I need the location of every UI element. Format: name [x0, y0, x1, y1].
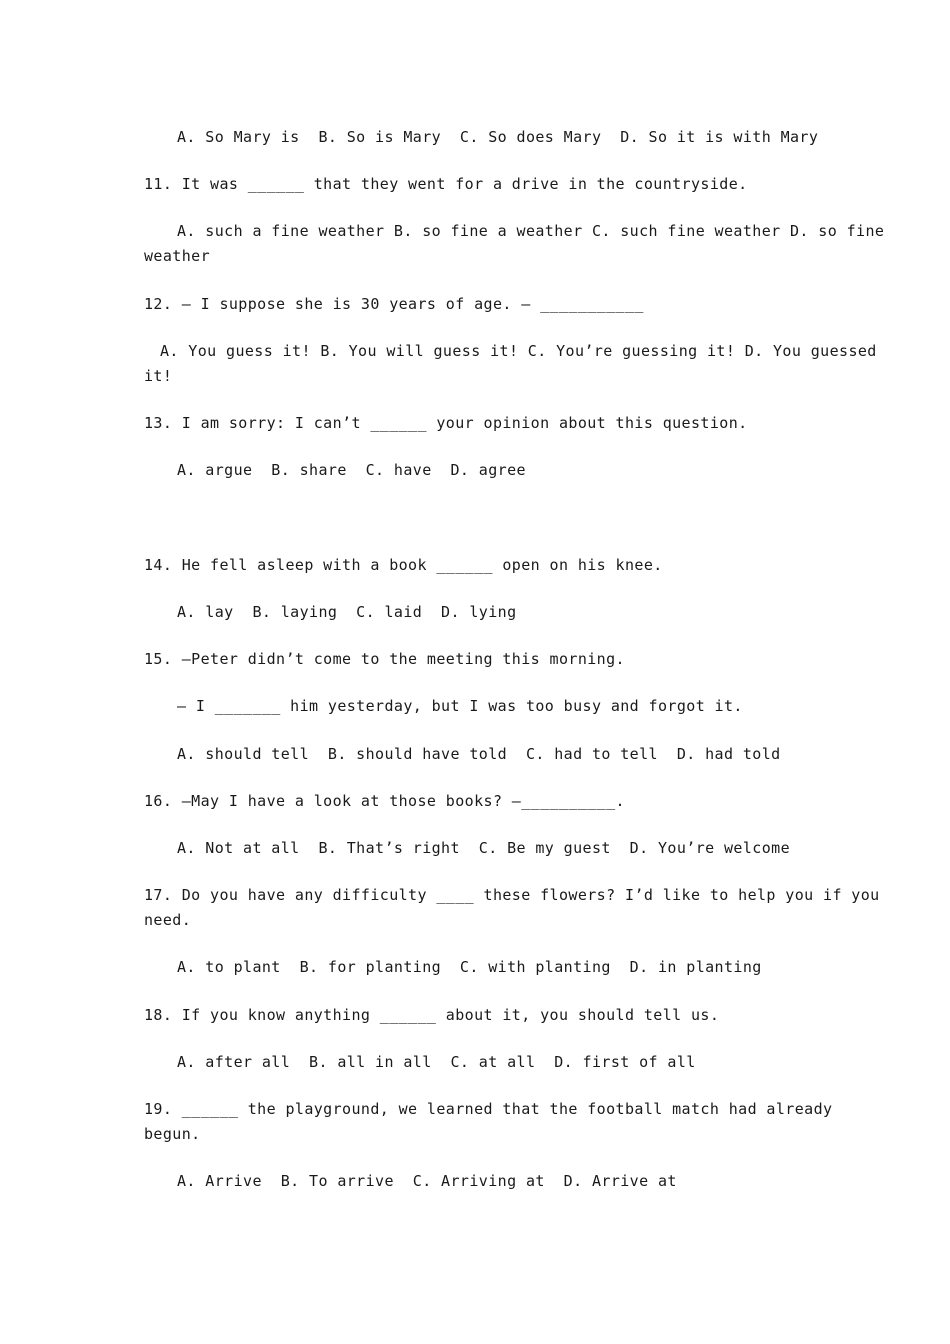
- q19-question-continued: begun.: [144, 1125, 201, 1143]
- q12-options: A. You guess it! B. You will guess it! C. You’re guessing it! D. You guessed: [160, 342, 877, 360]
- q12-options-continued: it!: [144, 367, 173, 385]
- q15-options: A. should tell B. should have told C. had to tell D. had told: [177, 745, 781, 763]
- q17-question: 17. Do you have any difficulty ____ these flowers? I’d like to help you if you: [144, 886, 880, 904]
- q14-options: A. lay B. laying C. laid D. lying: [177, 603, 517, 621]
- q17-options: A. to plant B. for planting C. with planting D. in planting: [177, 958, 762, 976]
- q18-options: A. after all B. all in all C. at all D. first of all: [177, 1053, 696, 1071]
- q10-options: A. So Mary is B. So is Mary C. So does Mary D. So it is with Mary: [177, 128, 819, 146]
- q19-options: A. Arrive B. To arrive C. Arriving at D. Arrive at: [177, 1172, 677, 1190]
- q13-question: 13. I am sorry: I can’t ______ your opinion about this question.: [144, 414, 748, 432]
- q11-options-continued: weather: [144, 247, 211, 265]
- q15-question: 15. —Peter didn’t come to the meeting this morning.: [144, 650, 625, 668]
- q11-question: 11. It was ______ that they went for a drive in the countryside.: [144, 175, 748, 193]
- q11-options: A. such a fine weather B. so fine a weather C. such fine weather D. so fine: [177, 222, 885, 240]
- q16-question: 16. —May I have a look at those books? —__________.: [144, 792, 625, 810]
- q19-question: 19. ______ the playground, we learned that the football match had already: [144, 1100, 833, 1118]
- q15-dialogue: — I _______ him yesterday, but I was too busy and forgot it.: [177, 697, 743, 715]
- q17-question-continued: need.: [144, 911, 192, 929]
- q14-question: 14. He fell asleep with a book ______ open on his knee.: [144, 556, 663, 574]
- q12-question: 12. — I suppose she is 30 years of age. — ___________: [144, 295, 644, 313]
- q16-options: A. Not at all B. That’s right C. Be my guest D. You’re welcome: [177, 839, 790, 857]
- q18-question: 18. If you know anything ______ about it, you should tell us.: [144, 1006, 720, 1024]
- q13-options: A. argue B. share C. have D. agree: [177, 461, 526, 479]
